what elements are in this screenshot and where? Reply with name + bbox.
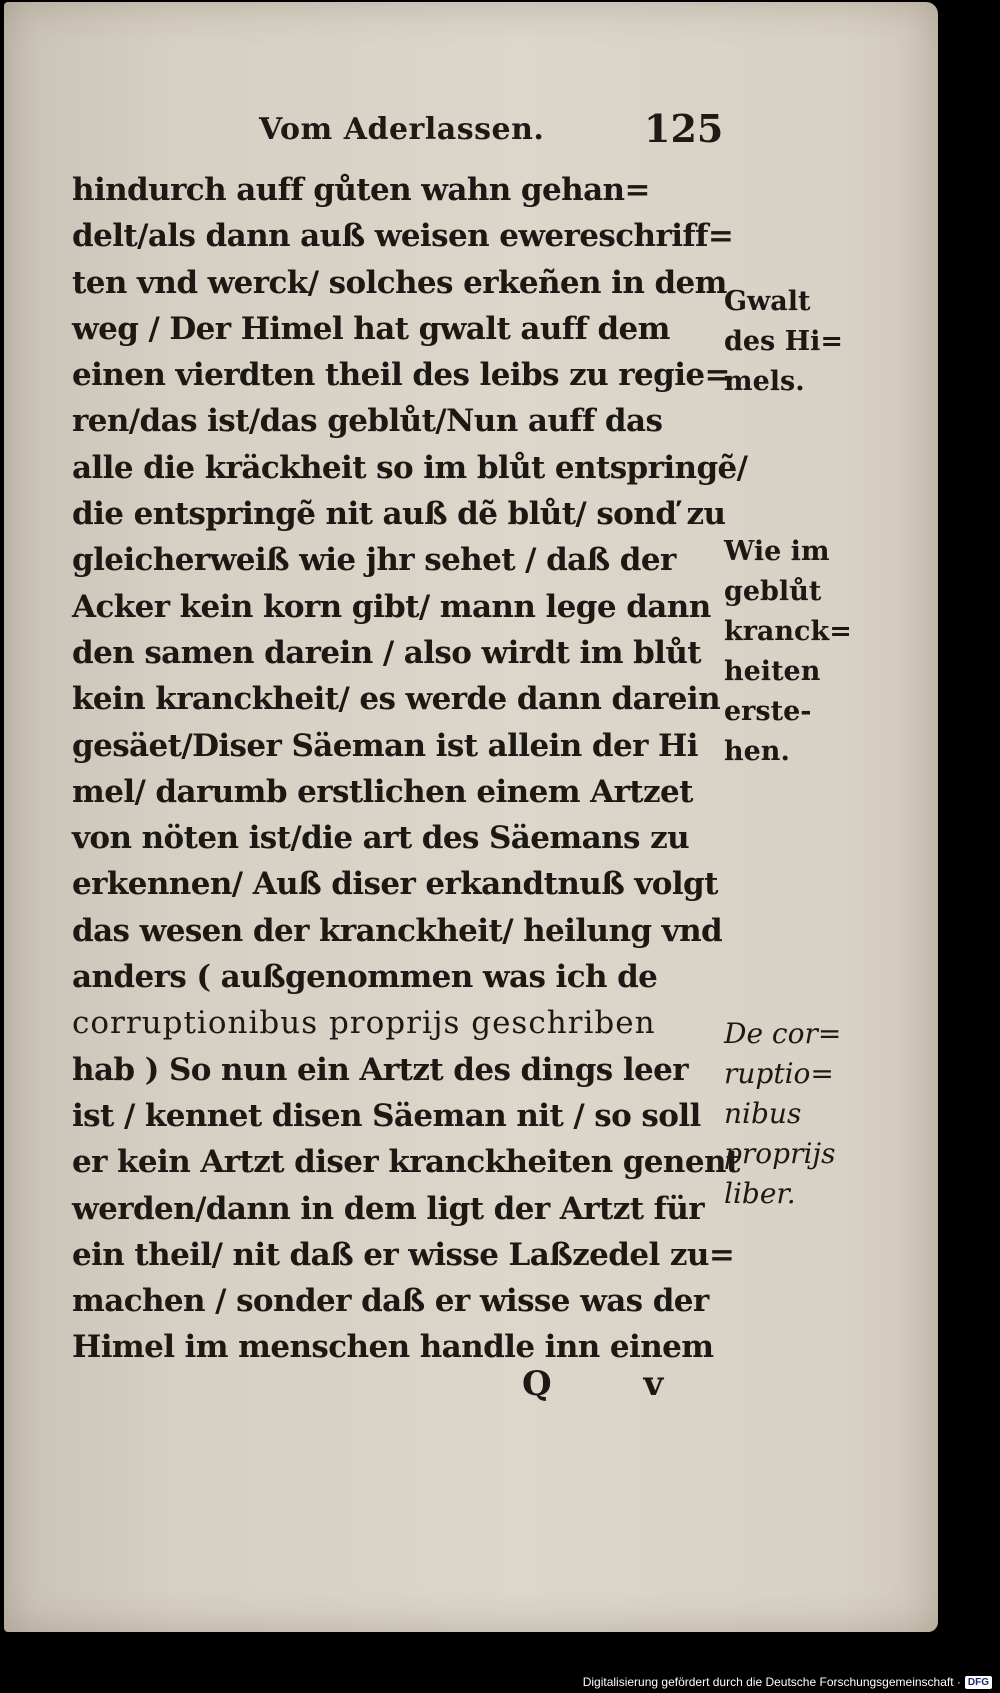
note-line: nibus [724, 1097, 802, 1130]
text-line: gesäet/Diser Säeman ist allein der Hi [72, 727, 698, 764]
text-line: ren/das ist/das geblůt/Nun auff das [72, 403, 663, 440]
text-line: ist / kennet disen Säeman nit / so soll [72, 1097, 701, 1134]
text-line: anders ( außgenommen was ich de [72, 959, 658, 996]
footer-credit [583, 1675, 992, 1689]
page-number: 125 [644, 106, 724, 151]
text-line: hab ) So nun ein Artzt des dings leer [72, 1051, 688, 1088]
note-line: erste- [724, 696, 812, 727]
note-line: mels. [724, 366, 805, 397]
text-line: Acker kein korn gibt/ mann lege dann [72, 588, 711, 625]
text-line: er kein Artzt diser kranckheiten genent [72, 1144, 740, 1181]
text-line: weg / Der Himel hat gwalt auff dem [72, 310, 670, 347]
footer-text: Digitalisierung gefördert durch die Deutsche Forschungsgemeinschaft · [582, 1675, 961, 1689]
note-line: hen. [724, 736, 790, 767]
text-line: Himel im menschen handle inn einem [72, 1329, 714, 1366]
text-line: mel/ darumb erstlichen einem Artzet [72, 773, 693, 810]
text-line: delt/als dann auß weisen ewereschriff= [72, 218, 734, 255]
note-line: des Hi= [724, 326, 844, 357]
marginal-note [724, 532, 852, 772]
note-line: liber. [724, 1177, 796, 1210]
text-line: ten vnd werck/ solches erkeñen in dem [72, 264, 727, 301]
text-line: den samen darein / also wirdt im blůt [72, 634, 702, 671]
running-head: Vom Aderlassen. [259, 112, 545, 147]
text-line: von nöten ist/die art des Säemans zu [72, 820, 690, 857]
note-line: geblůt [724, 576, 822, 607]
text-line: hindurch auff gůten wahn gehan= [72, 172, 650, 208]
signature-mark: Q v [522, 1364, 704, 1404]
text-line: das wesen der kranckheit/ heilung vnd [72, 912, 723, 949]
text-line: werden/dann in dem ligt der Artzt für [72, 1190, 705, 1227]
text-line: corruptionibus proprijs geschriben [72, 1005, 656, 1042]
note-line: Wie im [724, 536, 830, 567]
book-page [4, 2, 938, 1632]
note-line: proprijs [724, 1137, 836, 1170]
text-line: einen vierdten theil des leibs zu regie= [72, 357, 730, 394]
note-line: ruptio= [724, 1057, 834, 1090]
text-line: erkennen/ Auß diser erkandtnuß volgt [72, 866, 718, 903]
main-text-block [72, 167, 752, 1371]
text-line: ein theil/ nit daß er wisse Laßzedel zu= [72, 1236, 735, 1273]
text-line: alle die kräckheit so im blůt entspringẽ/ [72, 449, 748, 486]
dfg-logo: DFG [965, 1676, 992, 1689]
marginal-note [724, 1014, 841, 1214]
text-line: machen / sonder daß er wisse was der [72, 1283, 709, 1320]
note-line: heiten [724, 656, 821, 687]
text-line: die entspringẽ nit auß dẽ blůt/ sonď zu [72, 496, 726, 533]
note-line: De cor= [724, 1017, 842, 1050]
text-line: gleicherweiß wie jhr sehet / daß der [72, 542, 676, 579]
note-line: Gwalt [724, 286, 811, 317]
marginal-note [724, 282, 843, 402]
text-line: kein kranckheit/ es werde dann darein [72, 681, 721, 718]
note-line: kranck= [724, 616, 852, 647]
